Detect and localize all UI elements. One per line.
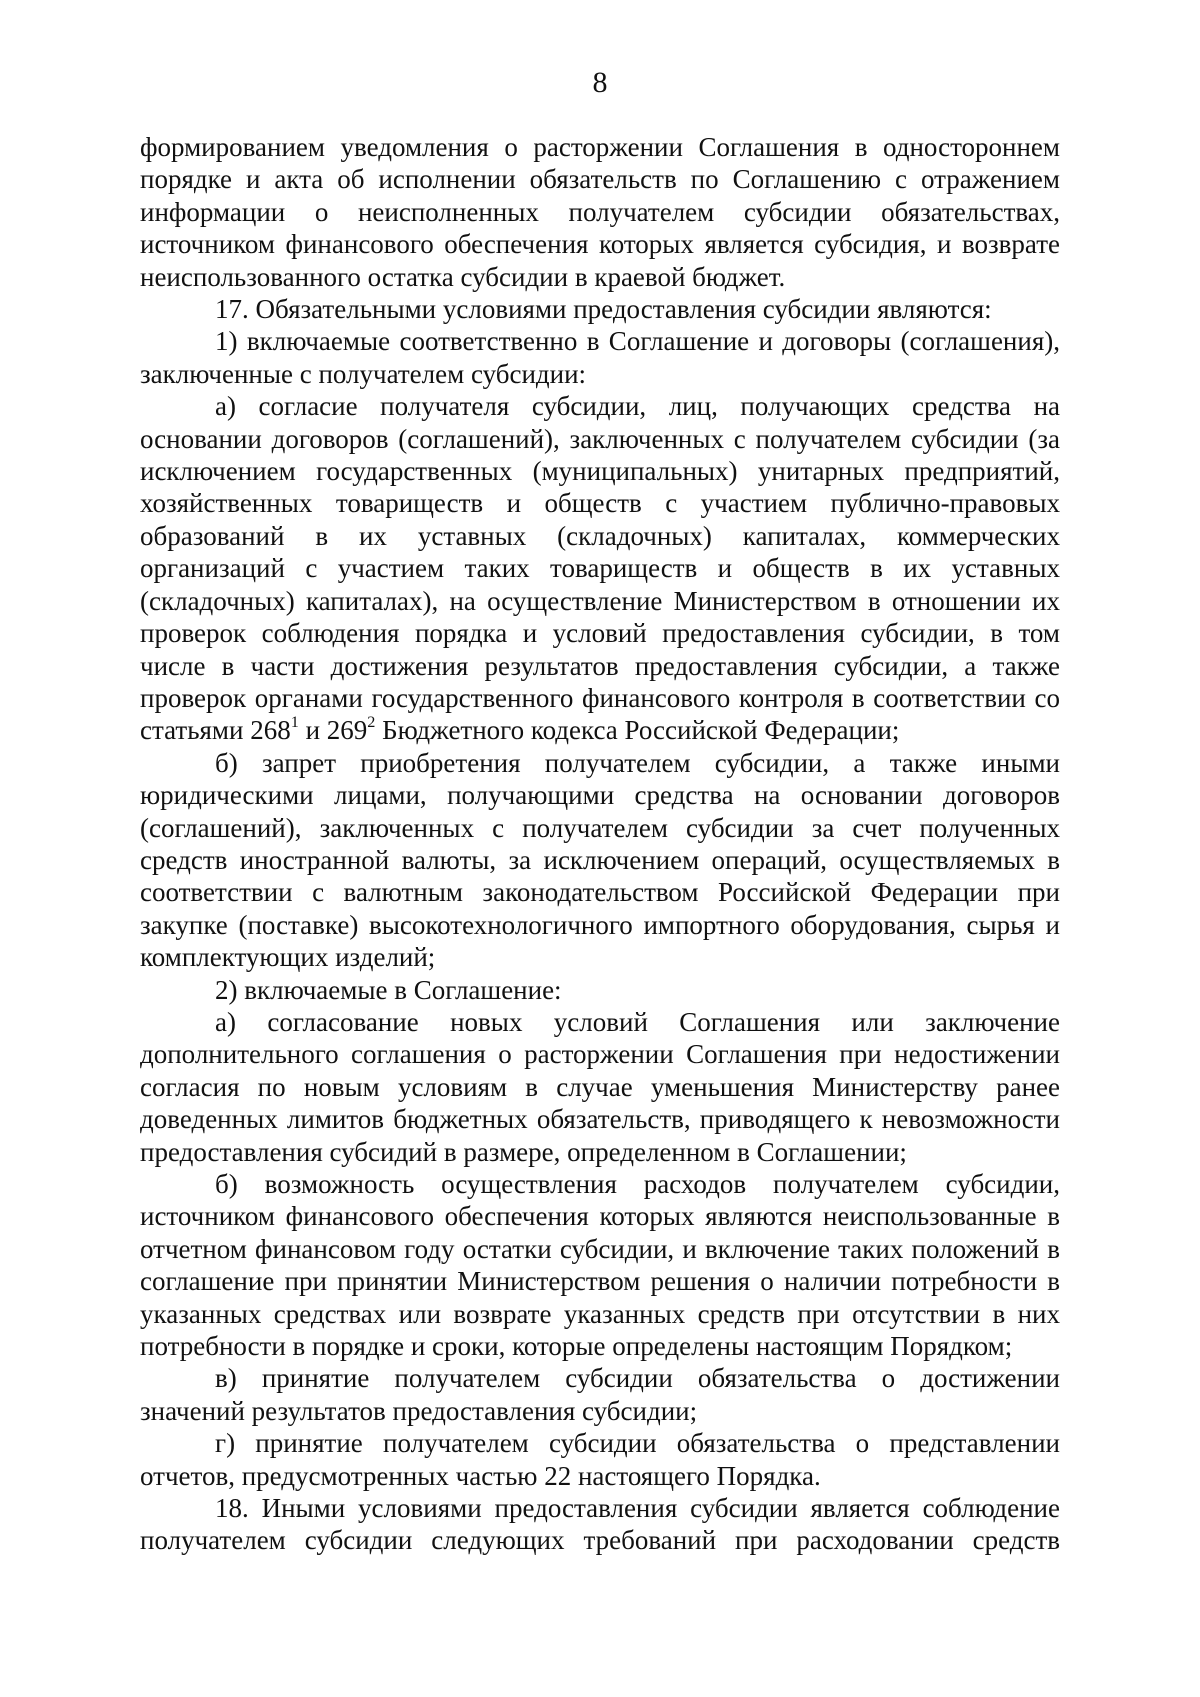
paragraph-17-item-1a-text-mid: и 269 [298,715,368,746]
paragraph-17-item-1: 1) включаемые соответственно в Соглашение и договоры (соглашения), заключенные с получателем субсидии: [140,326,1060,389]
paragraph-18: 18. Иными условиями предоставления субсидии является соблюдение получателем субсидии следующих требований при расходовании средств [140,1493,1060,1556]
paragraph-17-item-2g: г) принятие получателем субсидии обязательства о представлении отчетов, предусмотренных частью 22 настоящего Порядка. [140,1428,1060,1491]
paragraph-17-item-2a: а) согласование новых условий Соглашения или заключение дополнительного соглашения о расторжении Соглашения при недостижении согласия по новым условиям в случае уменьшения Министерству ранее доведенных лимитов бюджетных обязательств, приводящего к невозможности предоставления субсидий в размере, определенном в Соглашении; [140,1006,1060,1167]
document-body [140,131,1060,1557]
paragraph-continuation: формированием уведомления о расторжении Соглашения в одностороннем порядке и акта об исполнении обязательств по Соглашению с отражением информации о неисполненных получателем субсидии обязательствах, источником финансового обеспечения которых является субсидия, и возврате неиспользованного остатка субсидии в краевой бюджет. [140,132,1060,292]
paragraph-17-item-2: 2) включаемые в Соглашение: [215,974,562,1005]
paragraph-17-item-2b: б) возможность осуществления расходов получателем субсидии, источником финансового обеспечения которых являются неиспользованные в отчетном финансовом году остатки субсидии, и включение таких положений в соглашение при принятии Министерством решения о наличии потребности в указанных средствах или возврате указанных средств при отсутствии в них потребности в порядке и сроки, которые определены настоящим Порядком; [140,1169,1060,1362]
paragraph-17-item-1a [140,390,1060,746]
paragraph-17-item-1a-text: а) согласие получателя субсидии, лиц, получающих средства на основании договоров (соглашений), заключенных с получателем субсидии (за исключением государственных (муниципальных) унитарных предприятий, хозяйственных товариществ и обществ с участием публично-правовых образований в их уставных (складочных) капиталах, коммерческих организаций с участием таких товариществ и обществ в их уставных (складочных) капиталах), на осуществление Министерством в отношении их проверок соблюдения порядка и условий предоставления субсидии, в том числе в части достижения результатов предоставления субсидии, а также проверок органами государственного финансового контроля в соответствии со статьями 268 [140,391,1060,746]
page-number: 8 [592,66,608,99]
superscript-2: 2 [367,713,376,732]
superscript-1: 1 [290,713,299,732]
paragraph-17-item-2v: в) принятие получателем субсидии обязательства о достижении значений результатов предоставления субсидии; [140,1363,1060,1426]
paragraph-17-item-1a-text-end: Бюджетного кодекса Российской Федерации; [375,715,900,746]
paragraph-17: 17. Обязательными условиями предоставления субсидии являются: [215,294,992,325]
paragraph-17-item-1b: б) запрет приобретения получателем субсидии, а также иными юридическими лицами, получающими средства на основании договоров (соглашений), заключенных с получателем субсидии за счет полученных средств иностранной валюты, за исключением операций, осуществляемых в соответствии с валютным законодательством Российской Федерации при закупке (поставке) высокотехнологичного импортного оборудования, сырья и комплектующих изделий; [140,747,1060,973]
